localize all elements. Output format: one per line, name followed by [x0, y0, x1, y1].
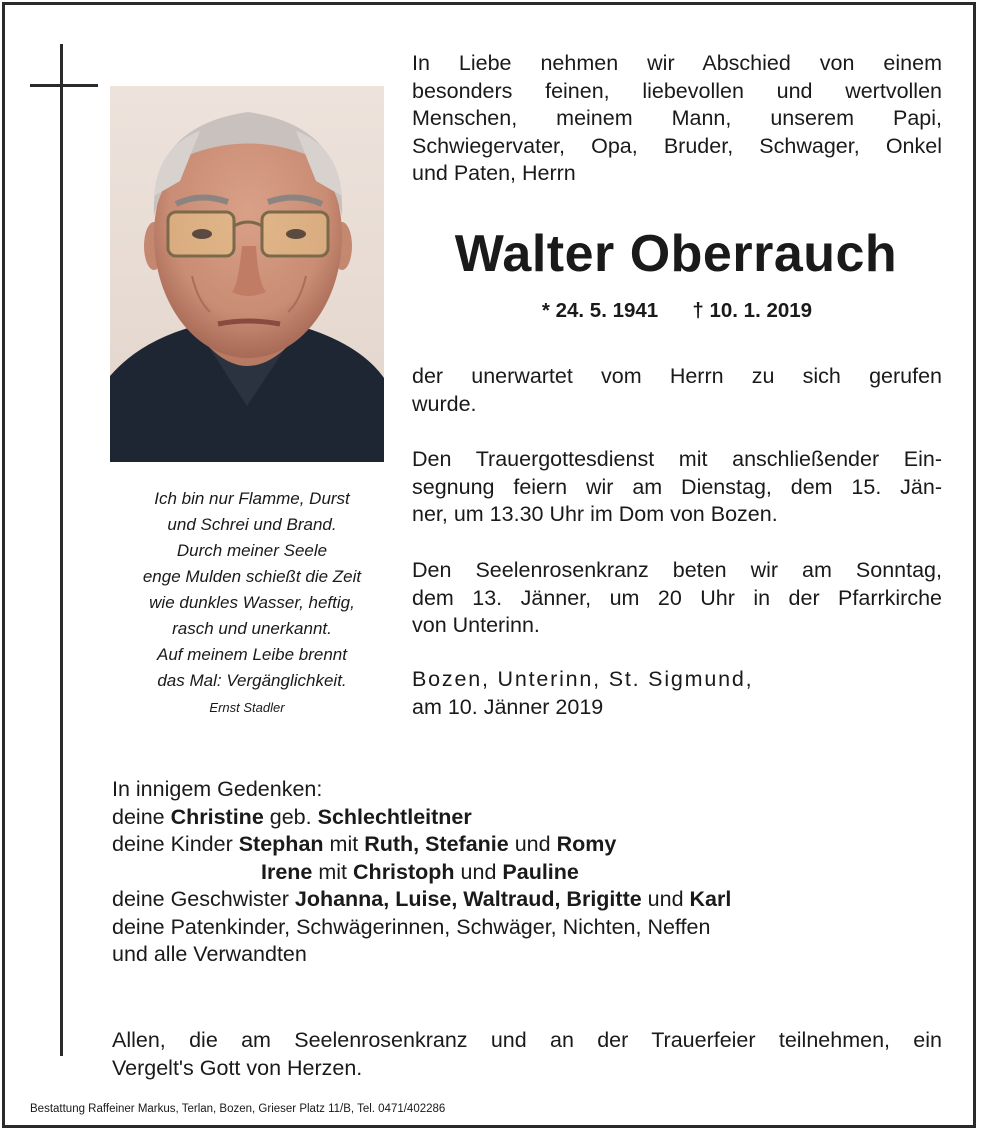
rosary-line: von Unterinn. — [412, 613, 540, 637]
poem-line: Ich bin nur Flamme, Durst — [154, 489, 350, 508]
survivors-heading: In innigem Gedenken: — [112, 777, 323, 801]
deceased-name: Walter Oberrauch — [454, 225, 898, 283]
portrait-photo — [110, 86, 384, 462]
poem-author: Ernst Stadler — [209, 700, 285, 715]
survivors-children-2: Irene mit Christoph und Pauline — [261, 859, 579, 884]
intro-line: Menschen, meinem Mann, unserem Papi, — [412, 106, 942, 130]
intro-line: und Paten, Herrn — [412, 161, 576, 185]
rosary-line: dem 13. Jänner, um 20 Uhr in der Pfarrkirche — [412, 585, 942, 610]
survivors-list — [112, 776, 872, 969]
date-text — [412, 694, 942, 722]
life-dates — [412, 299, 942, 323]
place-text — [412, 666, 942, 694]
rosary-line: Den Seelenrosenkranz beten wir am Sonntag, — [412, 558, 942, 582]
intro-line: besonders feinen, liebevollen und wertvollen — [412, 78, 942, 103]
closing-text — [112, 1027, 942, 1082]
cross-icon — [60, 44, 63, 1056]
death-date: † 10. 1. 2019 — [692, 299, 813, 322]
service-line: Den Trauergottesdienst mit anschließender Ein- — [412, 447, 942, 471]
poem-line: Durch meiner Seele — [176, 541, 328, 560]
poem-line: und Schrei und Brand. — [167, 515, 337, 534]
survivors-siblings: deine Geschwister Johanna, Luise, Waltraud, Brigitte und Karl — [112, 887, 732, 911]
poem-line: enge Mulden schießt die Zeit — [142, 567, 362, 586]
service-text — [412, 446, 942, 529]
cross-icon-bar — [30, 84, 98, 87]
poem-line: wie dunkles Wasser, heftig, — [149, 593, 355, 612]
survivors-children: deine Kinder Stephan mit Ruth, Stefanie und Romy — [112, 832, 617, 856]
service-line: ner, um 13.30 Uhr im Dom von Bozen. — [412, 502, 778, 526]
poem-line: rasch und unerkannt. — [172, 619, 332, 638]
rosary-text — [412, 557, 942, 640]
poem-line: das Mal: Vergänglichkeit. — [157, 671, 347, 690]
birth-date: * 24. 5. 1941 — [541, 299, 659, 322]
closing-line: Allen, die am Seelenrosenkranz und an der Trauerfeier teilnehmen, ein — [112, 1028, 942, 1052]
called-line: wurde. — [412, 391, 477, 416]
place-line: Bozen, Unterinn, St. Sigmund, — [412, 667, 754, 691]
poem — [112, 486, 392, 694]
intro-text — [412, 50, 942, 188]
undertaker-footer: Bestattung Raffeiner Markus, Terlan, Bozen, Grieser Platz 11/B, Tel. 0471/402286 — [30, 1103, 446, 1115]
intro-line: Schwiegervater, Opa, Bruder, Schwager, Onkel — [412, 133, 942, 158]
poem-line: Auf meinem Leibe brennt — [157, 645, 347, 664]
survivors-godchildren: deine Patenkinder, Schwägerinnen, Schwäger, Nichten, Neffen — [112, 914, 711, 939]
called-text — [412, 363, 942, 418]
survivors-relatives: und alle Verwandten — [112, 942, 307, 966]
date-line: am 10. Jänner 2019 — [412, 695, 604, 719]
called-line: der unerwartet vom Herrn zu sich gerufen — [412, 364, 942, 388]
survivors-wife: deine Christine geb. Schlechtleitner — [112, 804, 472, 829]
intro-line: In Liebe nehmen wir Abschied von einem — [412, 51, 942, 75]
closing-line: Vergelt's Gott von Herzen. — [112, 1055, 363, 1080]
service-line: segnung feiern wir am Dienstag, dem 15. Jän- — [412, 474, 942, 499]
